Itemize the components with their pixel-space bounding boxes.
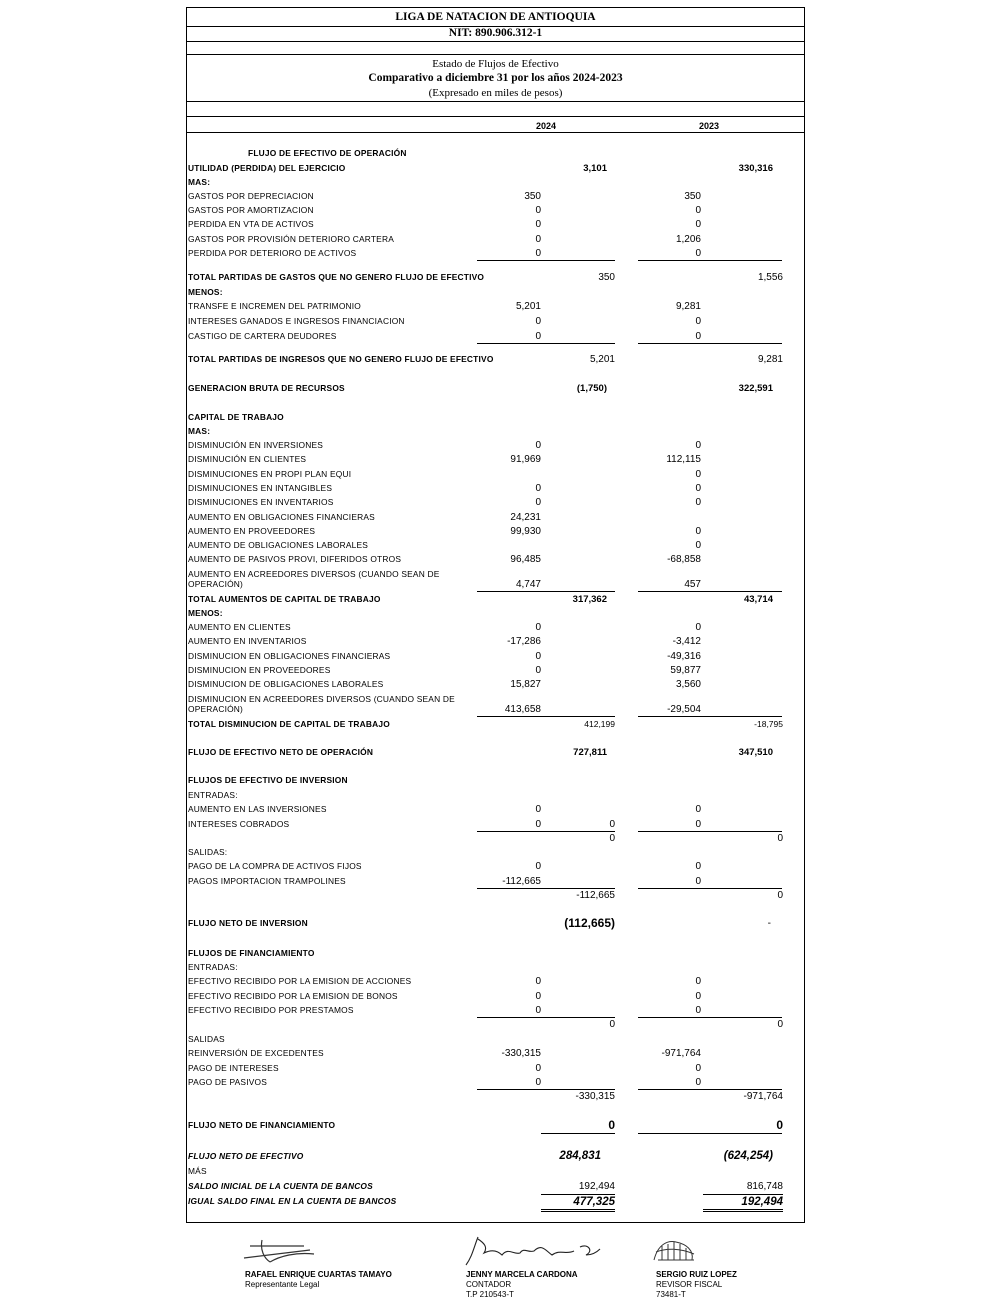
- label-salidas: SALIDAS: [188, 1034, 225, 1044]
- label-salidas: SALIDAS:: [188, 847, 228, 857]
- row-saldo-inicial: SALDO INICIAL DE LA CUENTA DE BANCOS 192,494 816,748: [188, 1181, 783, 1192]
- table-row: AUMENTO EN PROVEEDORES 99,930 0: [188, 526, 701, 537]
- section-financiamiento: FLUJOS DE FINANCIAMIENTO: [188, 948, 315, 958]
- table-row: CASTIGO DE CARTERA DEUDORES 0 0: [188, 331, 701, 342]
- row-subtotal: 0 0: [609, 1019, 783, 1030]
- table-row: PERDIDA EN VTA DE ACTIVOS 0 0: [188, 219, 701, 230]
- label-menos: MENOS:: [188, 287, 223, 297]
- table-row: DISMINUCION DE OBLIGACIONES LABORALES 15,827 3,560: [188, 679, 701, 690]
- table-row: EFECTIVO RECIBIDO POR LA EMISION DE ACCIONES 0 0: [188, 976, 701, 987]
- label-menos: MENOS:: [188, 608, 223, 618]
- row-total-disminucion: TOTAL DISMINUCION DE CAPITAL DE TRABAJO 412,199 -18,795: [188, 719, 783, 729]
- label-mas: MAS:: [188, 177, 211, 187]
- statement-title: Estado de Flujos de Efectivo: [432, 58, 559, 70]
- signature-block-auditor: SERGIO RUIZ LOPEZ REVISOR FISCAL 73481-T: [656, 1270, 737, 1299]
- table-row: AUMENTO EN OBLIGACIONES FINANCIERAS 24,231: [188, 512, 541, 523]
- section-operacion: FLUJO DE EFECTIVO DE OPERACIÓN: [248, 148, 407, 158]
- table-row: TRANSFE E INCREMEN DEL PATRIMONIO 5,201 9,281: [188, 301, 701, 312]
- table-row: REINVERSIÓN DE EXCEDENTES -330,315 -971,764: [188, 1048, 701, 1059]
- table-row: AUMENTO EN LAS INVERSIONES 0 0: [188, 804, 701, 815]
- table-row: EFECTIVO RECIBIDO POR LA EMISION DE BONOS 0 0: [188, 991, 701, 1002]
- row-utilidad: UTILIDAD (PERDIDA) DEL EJERCICIO 3,101 330,316: [188, 163, 773, 174]
- table-row: DISMINUCIONES EN INVENTARIOS 0 0: [188, 497, 701, 508]
- table-row: INTERESES GANADOS E INGRESOS FINANCIACION 0 0: [188, 316, 701, 327]
- table-row: PAGO DE LA COMPRA DE ACTIVOS FIJOS 0 0: [188, 861, 701, 872]
- label-mas: MAS:: [188, 426, 211, 436]
- year-2024: 2024: [535, 121, 557, 131]
- signature-block-accountant: JENNY MARCELA CARDONA CONTADOR T.P 210543-T: [466, 1270, 578, 1299]
- row-saldo-final: IGUAL SALDO FINAL EN LA CUENTA DE BANCOS 477,325 192,494: [188, 1196, 783, 1208]
- table-row: PAGOS IMPORTACION TRAMPOLINES -112,665 0: [188, 876, 701, 887]
- section-capital: CAPITAL DE TRABAJO: [188, 412, 284, 422]
- table-row: GASTOS POR PROVISIÓN DETERIORO CARTERA 0 1,206: [188, 234, 701, 245]
- row-total-ingresos: TOTAL PARTIDAS DE INGRESOS QUE NO GENERO FLUJO DE EFECTIVO 5,201 9,281: [188, 354, 783, 365]
- org-nit: NIT: 890.906.312-1: [448, 27, 543, 39]
- table-row: PAGO DE INTERESES 0 0: [188, 1063, 701, 1074]
- table-row: AUMENTO DE OBLIGACIONES LABORALES 0: [188, 540, 701, 551]
- financial-statement: [186, 7, 805, 1223]
- row-neto-efectivo: FLUJO NETO DE EFECTIVO 284,831 (624,254): [188, 1150, 773, 1162]
- table-row: DISMINUCIÓN EN CLIENTES 91,969 112,115: [188, 454, 701, 465]
- row-subtotal: 0 0: [609, 833, 783, 844]
- signature-fiscal-auditor: [650, 1236, 700, 1266]
- label-mas: MÁS: [188, 1166, 207, 1176]
- signature-accountant: [462, 1233, 602, 1269]
- year-2023: 2023: [698, 121, 720, 131]
- table-row: DISMINUCIONES EN PROPI PLAN EQUI 0: [188, 469, 701, 480]
- table-row: AUMENTO DE PASIVOS PROVI, DIFERIDOS OTROS 96,485 -68,858: [188, 554, 701, 565]
- table-row: DISMINUCION EN PROVEEDORES 0 59,877: [188, 665, 701, 676]
- row-total-gastos: TOTAL PARTIDAS DE GASTOS QUE NO GENERO FLUJO DE EFECTIVO 350 1,556: [188, 272, 783, 283]
- label-entradas: ENTRADAS:: [188, 790, 238, 800]
- signature-block-legal: RAFAEL ENRIQUE CUARTAS TAMAYO Representante Legal: [245, 1270, 392, 1289]
- table-row: PERDIDA POR DETERIORO DE ACTIVOS 0 0: [188, 248, 701, 259]
- table-row: PAGO DE PASIVOS 0 0: [188, 1077, 701, 1088]
- statement-units: (Expresado en miles de pesos): [428, 87, 563, 99]
- table-row: DISMINUCIÓN EN INVERSIONES 0 0: [188, 440, 701, 451]
- row-total-aumentos: TOTAL AUMENTOS DE CAPITAL DE TRABAJO 317,362 43,714: [188, 594, 773, 605]
- table-row: GASTOS POR AMORTIZACION 0 0: [188, 205, 701, 216]
- label-entradas: ENTRADAS:: [188, 962, 238, 972]
- row-subtotal: -330,315 -971,764: [575, 1091, 783, 1102]
- section-inversion: FLUJOS DE EFECTIVO DE INVERSION: [188, 775, 348, 785]
- table-row: AUMENTO EN ACREEDORES DIVERSOS (CUANDO SEAN DE OPERACIÓN) 4,747 457: [188, 569, 701, 590]
- table-row: DISMINUCION EN ACREEDORES DIVERSOS (CUANDO SEAN DE OPERACIÓN) 413,658 -29,504: [188, 694, 701, 715]
- org-name: LIGA DE NATACION DE ANTIOQUIA: [395, 11, 596, 23]
- row-generacion: GENERACION BRUTA DE RECURSOS (1,750) 322,591: [188, 383, 773, 394]
- statement-subtitle: Comparativo a diciembre 31 por los años 2024-2023: [368, 72, 623, 84]
- table-row: DISMINUCION EN OBLIGACIONES FINANCIERAS 0 -49,316: [188, 651, 701, 662]
- row-neto-operacion: FLUJO DE EFECTIVO NETO DE OPERACIÓN 727,811 347,510: [188, 747, 773, 758]
- signature-legal-rep: [240, 1236, 320, 1266]
- row-neto-financiamiento: FLUJO NETO DE FINANCIAMIENTO 0 0: [188, 1118, 783, 1132]
- table-row: DISMINUCIONES EN INTANGIBLES 0 0: [188, 483, 701, 494]
- table-row: INTERESES COBRADOS 0 0 0: [188, 819, 701, 830]
- table-row: AUMENTO EN INVENTARIOS -17,286 -3,412: [188, 636, 701, 647]
- row-neto-inversion: FLUJO NETO DE INVERSION (112,665) -: [188, 916, 771, 930]
- table-row: GASTOS POR DEPRECIACION 350 350: [188, 191, 701, 202]
- row-subtotal: -112,665 0: [576, 890, 783, 901]
- table-row: EFECTIVO RECIBIDO POR PRESTAMOS 0 0: [188, 1005, 701, 1016]
- table-row: AUMENTO EN CLIENTES 0 0: [188, 622, 701, 633]
